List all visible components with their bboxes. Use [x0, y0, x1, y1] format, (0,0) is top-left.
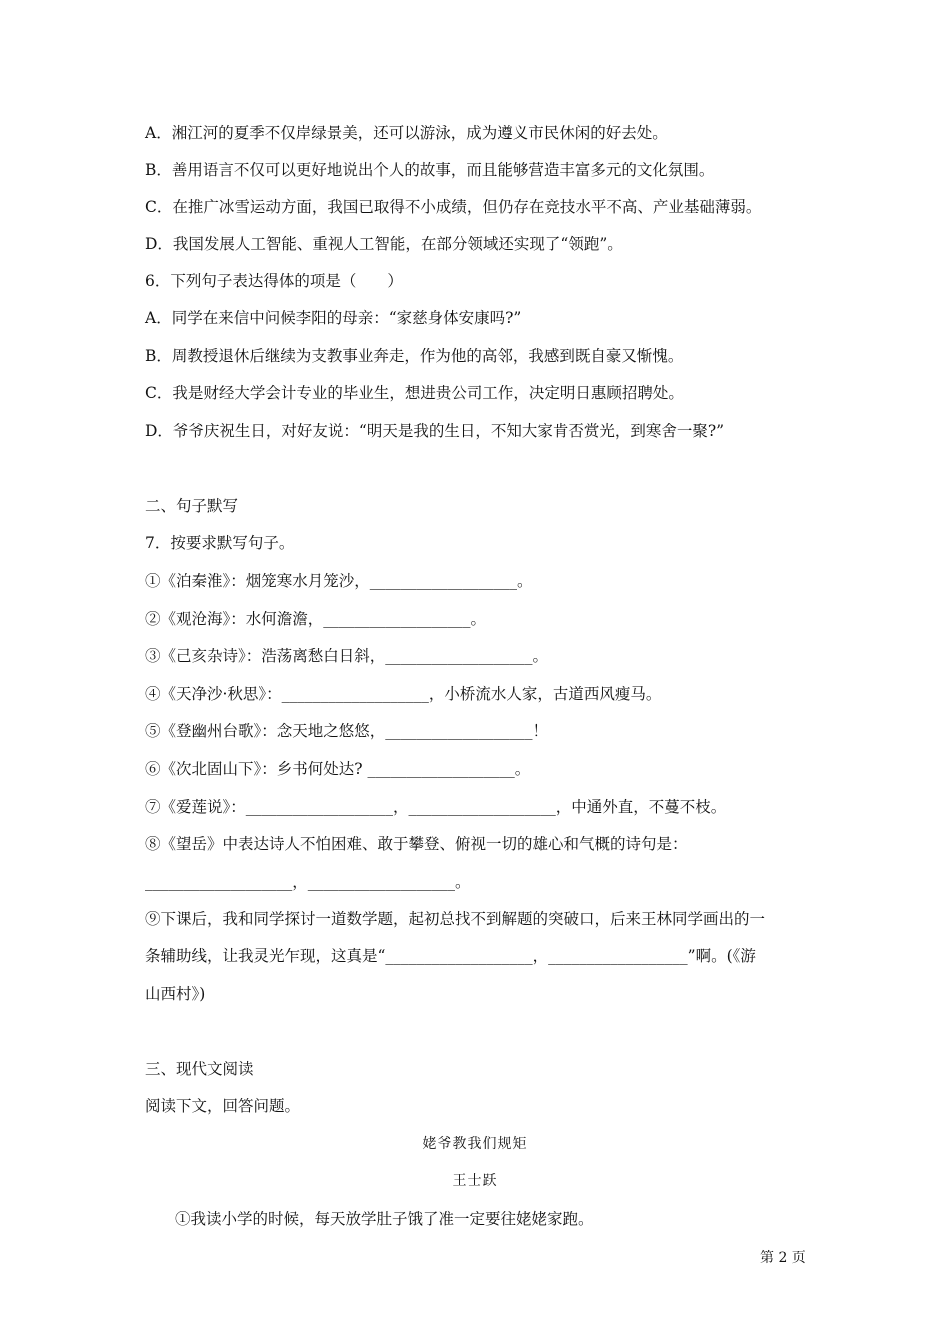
- q7-stem: 7．按要求默写句子。: [145, 534, 295, 552]
- q7-item-4: ④《天净沙·秋思》：___________________，小桥流水人家，古道西风瘦马。: [145, 685, 662, 703]
- q6-option-c: C．我是财经大学会计专业的毕业生，想进贵公司工作，决定明日惠顾招聘处。: [145, 384, 684, 402]
- q7-item-2: ②《观沧海》：水何澹澹，___________________。: [145, 610, 487, 628]
- q5-option-c: C．在推广冰雪运动方面，我国已取得不小成绩，但仍存在竞技水平不高、产业基础薄弱。: [145, 198, 762, 216]
- q7-item-3: ③《己亥杂诗》：浩荡离愁白日斜，___________________。: [145, 647, 549, 665]
- q7-item-6: ⑥《次北固山下》：乡书何处达? ___________________。: [145, 760, 531, 778]
- section2-heading: 二、句子默写: [145, 497, 239, 515]
- q5-option-d: D．我国发展人工智能、重视人工智能，在部分领域还实现了“领跑”。: [145, 235, 623, 253]
- q7-item-9-line2: 条辅助线，让我灵光乍现，这真是“___________________，__________________”啊。(《游: [145, 947, 756, 965]
- page-number: 第 2 页: [760, 1250, 806, 1266]
- q7-item-8-line1: ⑧《望岳》中表达诗人不怕困难、敢于攀登、俯视一切的雄心和气概的诗句是：: [145, 835, 688, 853]
- story-title: 姥爷教我们规矩: [422, 1136, 528, 1152]
- q7-item-1: ①《泊秦淮》：烟笼寒水月笼沙，___________________。: [145, 572, 533, 590]
- q7-item-9-line1: ⑨下课后，我和同学探讨一道数学题，起初总找不到解题的突破口，后来王林同学画出的一: [145, 910, 766, 928]
- story-paragraph-1: ①我读小学的时候，每天放学肚子饿了准一定要往姥姥家跑。: [175, 1210, 594, 1228]
- q7-item-5: ⑤《登幽州台歌》：念天地之悠悠，___________________！: [145, 722, 549, 740]
- q5-option-a: A．湘江河的夏季不仅岸绿景美，还可以游泳，成为遵义市民休闲的好去处。: [145, 124, 668, 142]
- q6-option-d: D．爷爷庆祝生日，对好友说：“明天是我的生日，不知大家肯否赏光，到寒舍一聚?”: [145, 422, 725, 440]
- q6-option-a: A．同学在来信中问候李阳的母亲：“家慈身体安康吗?”: [145, 309, 522, 327]
- q7-item-7: ⑦《爱莲说》：___________________，___________________，中通外直，不蔓不枝。: [145, 798, 727, 816]
- section3-heading: 三、现代文阅读: [145, 1060, 254, 1078]
- story-author: 王士跃: [452, 1173, 498, 1189]
- reading-instruction: 阅读下文，回答问题。: [145, 1097, 301, 1115]
- q7-item-8-line2: ___________________，___________________。: [145, 873, 471, 891]
- q6-option-b: B．周教授退休后继续为支教事业奔走，作为他的高邻，我感到既自豪又惭愧。: [145, 347, 684, 365]
- q5-option-b: B．善用语言不仅可以更好地说出个人的故事，而且能够营造丰富多元的文化氛围。: [145, 161, 715, 179]
- q7-item-9-line3: 山西村》): [145, 985, 206, 1003]
- q6-stem: 6．下列句子表达得体的项是（ ）: [145, 272, 403, 290]
